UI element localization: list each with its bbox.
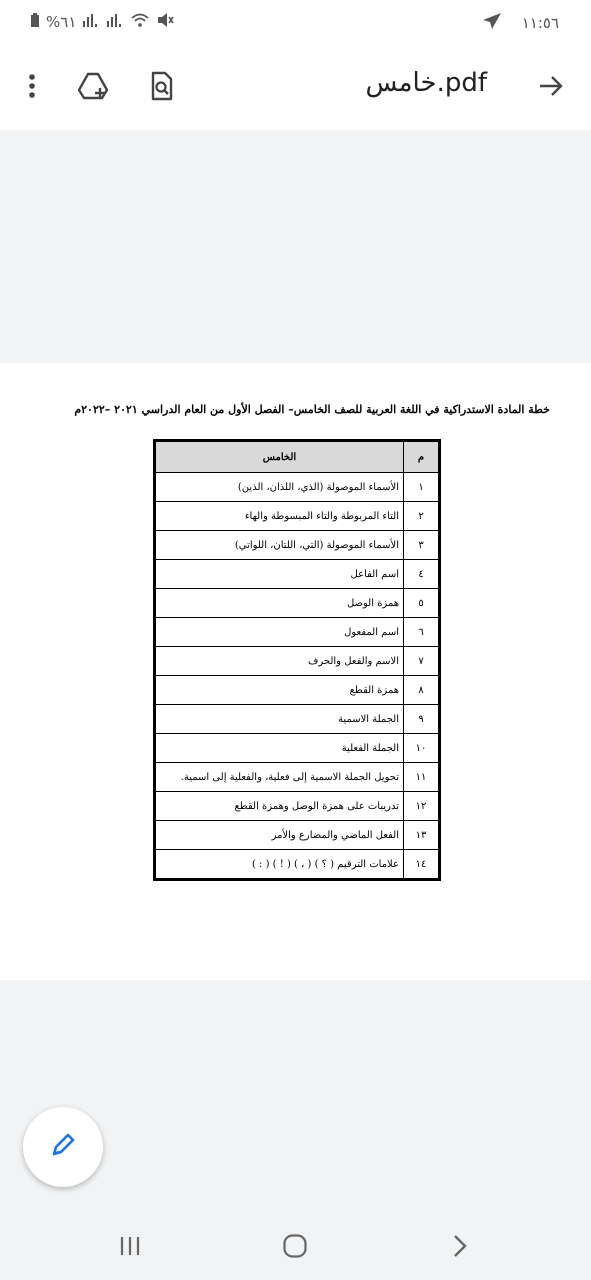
- find-in-page-icon[interactable]: [144, 68, 180, 104]
- row-topic: الأسماء الموصولة (الذي، اللذان، الذين): [155, 473, 404, 502]
- mute-icon: [156, 12, 174, 32]
- table-row: [155, 763, 440, 792]
- row-topic: الجملة الاسمية: [155, 705, 404, 734]
- column-header-grade: الخامس: [155, 441, 404, 473]
- table-row: [155, 647, 440, 676]
- add-to-drive-icon[interactable]: [76, 68, 112, 104]
- table-row: [155, 705, 440, 734]
- row-number: ٤: [404, 560, 440, 589]
- table-row: [155, 821, 440, 850]
- clock: ١١:٥٦: [521, 14, 559, 32]
- toolbar: [0, 44, 591, 130]
- table-row: [155, 792, 440, 821]
- table-header-row: [155, 441, 440, 473]
- row-topic: اسم المفعول: [155, 618, 404, 647]
- row-number: ٢: [404, 502, 440, 531]
- table-row: [155, 560, 440, 589]
- column-header-number: م: [404, 441, 440, 473]
- status-left: [30, 12, 174, 32]
- table-row: [155, 589, 440, 618]
- row-number: ١٢: [404, 792, 440, 821]
- row-number: ٦: [404, 618, 440, 647]
- status-bar: [0, 0, 591, 44]
- status-right: [482, 12, 559, 34]
- row-topic: همزة القطع: [155, 676, 404, 705]
- row-topic: الفعل الماضي والمضارع والأمر: [155, 821, 404, 850]
- table-row: [155, 618, 440, 647]
- recent-apps-icon[interactable]: [110, 1231, 150, 1261]
- row-topic: التاء المربوطة والتاء المبسوطة والهاء: [155, 502, 404, 531]
- arrow-right-icon[interactable]: [533, 68, 569, 104]
- document-heading: خطة المادة الاستدراكية في اللغة العربية للصف الخامس– الفصل الأول من العام الدراسي ٢٠٢١ –٢٠٢٢م: [74, 403, 550, 416]
- row-number: ١٤: [404, 850, 440, 880]
- row-number: ١٣: [404, 821, 440, 850]
- row-number: ٥: [404, 589, 440, 618]
- document-title: خامس.pdf: [365, 68, 487, 98]
- row-topic: الأسماء الموصولة (التي، اللتان، اللواتي): [155, 531, 404, 560]
- navigation-bar: [0, 1211, 591, 1280]
- signal-icon: [106, 13, 124, 31]
- table-row: [155, 676, 440, 705]
- row-topic: اسم الفاعل: [155, 560, 404, 589]
- battery-icon: [30, 12, 40, 32]
- row-number: ٧: [404, 647, 440, 676]
- row-number: ١١: [404, 763, 440, 792]
- plan-table: [153, 439, 441, 881]
- signal-icon: [82, 13, 100, 31]
- row-number: ١: [404, 473, 440, 502]
- row-number: ٩: [404, 705, 440, 734]
- battery-level: %٦١: [46, 13, 77, 31]
- row-topic: تحويل الجملة الاسمية إلى فعلية، والفعلية إلى اسمية.: [155, 763, 404, 792]
- row-topic: علامات الترقيم ( ؟ ) ( ، ) ( ! ) ( : ): [155, 850, 404, 880]
- table-row: [155, 502, 440, 531]
- row-topic: الجملة الفعلية: [155, 734, 404, 763]
- edit-button[interactable]: [23, 1107, 103, 1187]
- wifi-icon: [130, 12, 150, 32]
- edit-pencil-icon: [49, 1131, 77, 1163]
- table-row: [155, 850, 440, 880]
- table-row: [155, 734, 440, 763]
- row-number: ١٠: [404, 734, 440, 763]
- send-icon: [482, 12, 502, 34]
- home-icon[interactable]: [275, 1231, 315, 1261]
- pdf-page[interactable]: [0, 363, 591, 980]
- row-topic: الاسم والفعل والحرف: [155, 647, 404, 676]
- row-number: ٨: [404, 676, 440, 705]
- table-row: [155, 473, 440, 502]
- row-number: ٣: [404, 531, 440, 560]
- row-topic: تدريبات على همزة الوصل وهمزة القطع: [155, 792, 404, 821]
- row-topic: همزة الوصل: [155, 589, 404, 618]
- back-icon[interactable]: [440, 1231, 480, 1261]
- table-row: [155, 531, 440, 560]
- more-vertical-icon[interactable]: [14, 68, 50, 104]
